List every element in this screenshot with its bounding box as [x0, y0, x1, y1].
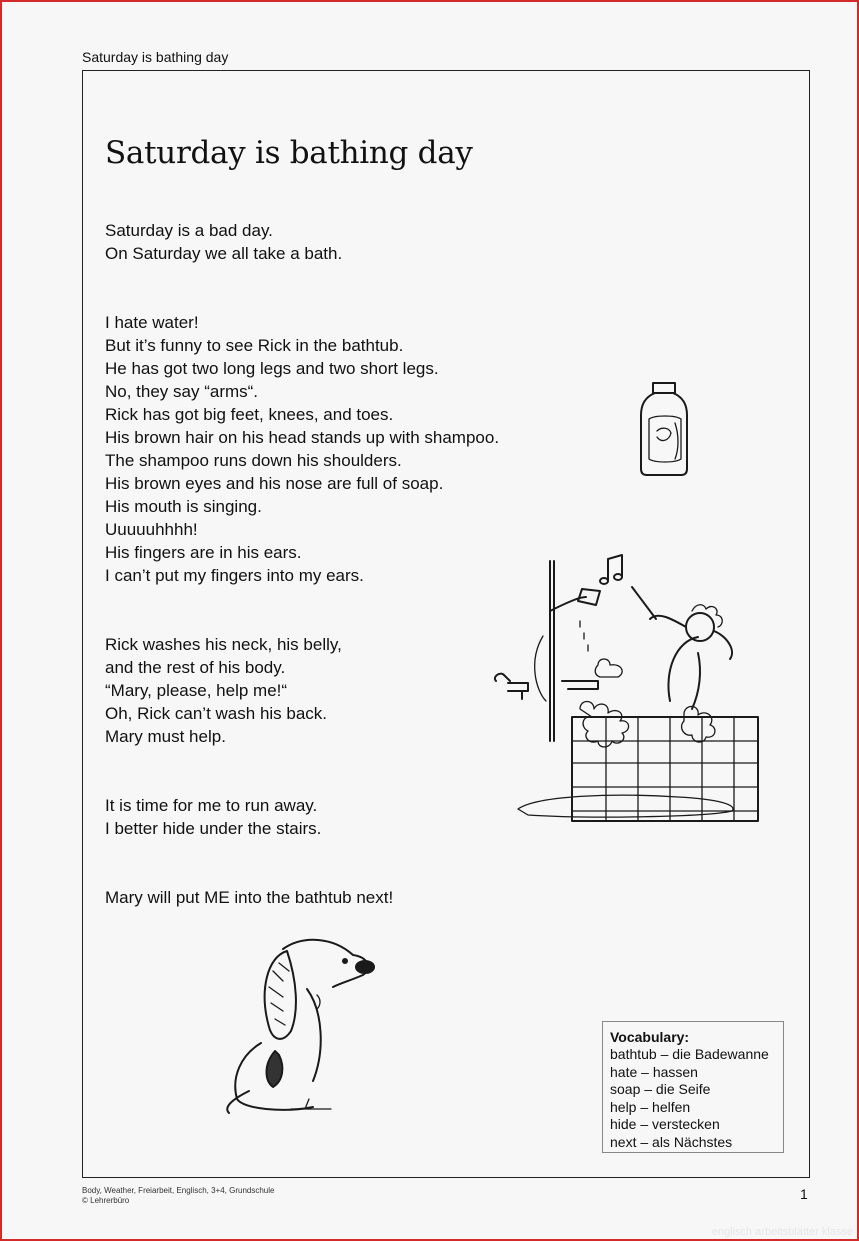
- text-line: I better hide under the stairs.: [105, 819, 322, 838]
- footer-credits: [82, 1186, 274, 1206]
- shampoo-bottle-illustration: [635, 379, 695, 479]
- text-line: Rick has got big feet, knees, and toes.: [105, 405, 394, 424]
- text-line: His mouth is singing.: [105, 497, 262, 516]
- paragraph-2: [105, 311, 499, 587]
- vocabulary-box: [602, 1021, 784, 1153]
- footer-copyright: © Lehrerbüro: [82, 1196, 130, 1205]
- text-line: No, they say “arms“.: [105, 382, 259, 401]
- worksheet-frame: [82, 70, 810, 1178]
- vocabulary-entry: help – helfen: [610, 1098, 691, 1115]
- paragraph-4: [105, 794, 321, 840]
- watermark: englisch arbeitsblätter klasse: [711, 1226, 853, 1238]
- vocabulary-entry: soap – die Seife: [610, 1081, 711, 1098]
- text-line: It is time for me to run away.: [105, 796, 318, 815]
- text-line: Oh, Rick can’t wash his back.: [105, 704, 328, 723]
- running-header: Saturday is bathing day: [82, 49, 229, 65]
- vocabulary-entry: next – als Nächstes: [610, 1133, 733, 1150]
- paragraph-1: [105, 219, 342, 265]
- text-line: I hate water!: [105, 313, 199, 332]
- text-line: He has got two long legs and two short legs.: [105, 359, 439, 378]
- text-line: But it’s funny to see Rick in the bathtub.: [105, 336, 404, 355]
- text-line: Mary will put ME into the bathtub next!: [105, 888, 394, 907]
- text-line: His brown eyes and his nose are full of soap.: [105, 474, 444, 493]
- paragraph-3: [105, 633, 342, 748]
- text-line: Rick washes his neck, his belly,: [105, 635, 342, 654]
- bathtub-illustration: [488, 541, 758, 831]
- text-line: “Mary, please, help me!“: [105, 681, 288, 700]
- text-line: On Saturday we all take a bath.: [105, 244, 343, 263]
- vocabulary-entry: hide – verstecken: [610, 1116, 720, 1133]
- vocabulary-entry: bathtub – die Badewanne: [610, 1046, 769, 1062]
- text-line: and the rest of his body.: [105, 658, 286, 677]
- dog-illustration: [213, 931, 393, 1116]
- vocabulary-entry: hate – hassen: [610, 1063, 698, 1080]
- text-line: I can’t put my fingers into my ears.: [105, 566, 364, 585]
- text-line: Saturday is a bad day.: [105, 221, 273, 240]
- paragraph-5: [105, 886, 393, 909]
- text-line: Mary must help.: [105, 727, 226, 746]
- text-line: His fingers are in his ears.: [105, 543, 302, 562]
- vocabulary-title: Vocabulary:: [610, 1029, 690, 1045]
- page-number: 1: [800, 1186, 808, 1202]
- footer-subject-line: Body, Weather, Freiarbeit, Englisch, 3+4, Grundschule: [82, 1186, 275, 1195]
- text-line: The shampoo runs down his shoulders.: [105, 451, 402, 470]
- text-line: Uuuuuhhhh!: [105, 520, 198, 539]
- text-line: His brown hair on his head stands up with shampoo.: [105, 428, 500, 447]
- story-title: Saturday is bathing day: [105, 135, 473, 171]
